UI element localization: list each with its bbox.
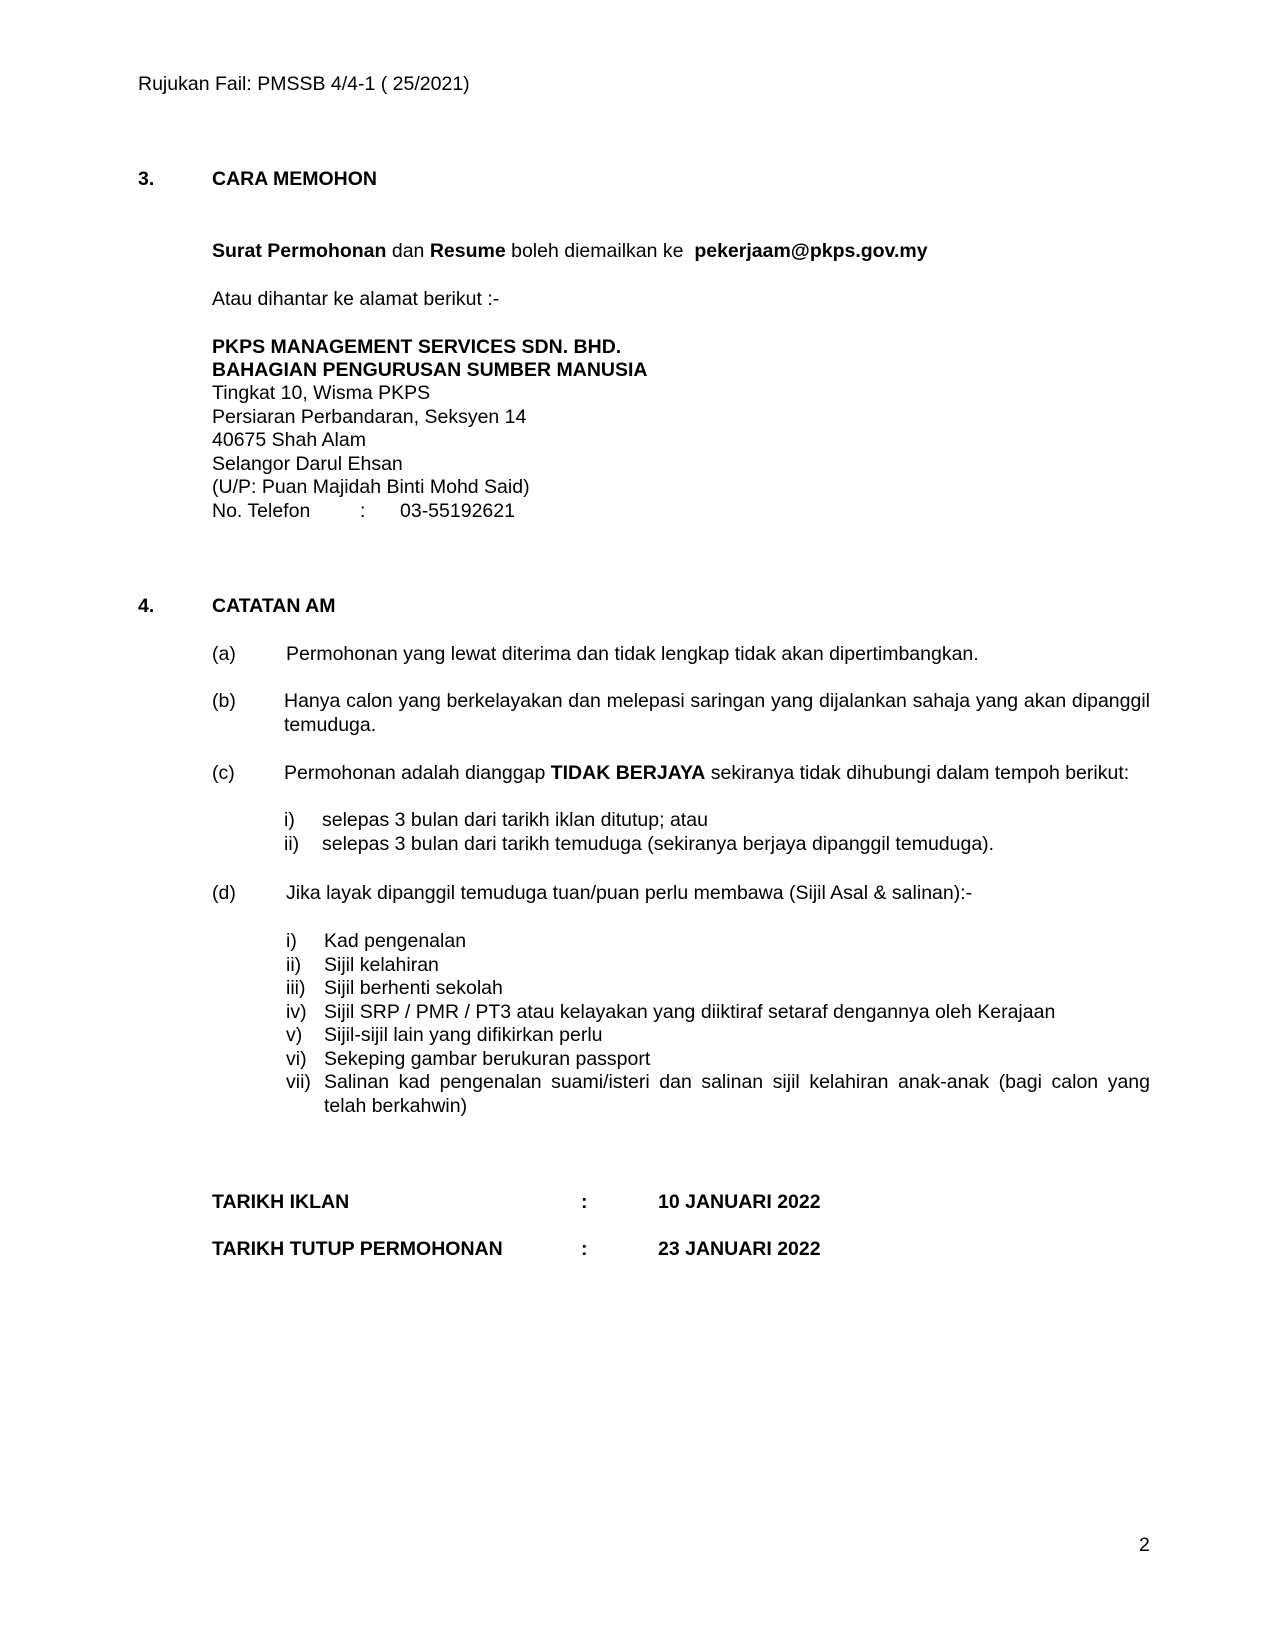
section-4-number: 4. [138,595,155,617]
document-item-text: Sijil-sijil lain yang difikirkan perlu [324,1024,603,1046]
closing-date-label: TARIKH TUTUP PERMOHONAN [212,1238,503,1260]
address-line: (U/P: Puan Majidah Binti Mohd Said) [212,476,530,498]
document-item-number: v) [286,1024,303,1046]
closing-date-value: 23 JANUARI 2022 [658,1238,821,1260]
file-reference: Rujukan Fail: PMSSB 4/4-1 ( 25/2021) [138,73,470,95]
address-department: BAHAGIAN PENGURUSAN SUMBER MANUSIA [212,359,648,381]
note-c-item-number: i) [284,809,295,831]
address-line: Selangor Darul Ehsan [212,453,403,475]
document-item-number: i) [286,930,297,952]
section-4-title: CATATAN AM [212,595,336,617]
document-item-text: Sijil SRP / PMR / PT3 atau kelayakan yang diiktiraf setaraf dengannya oleh Kerajaan [324,1001,1056,1023]
note-c-text [284,762,1150,786]
note-d-text: Jika layak dipanggil temuduga tuan/puan perlu membawa (Sijil Asal & salinan):- [286,882,973,904]
document-item-number: iv) [286,1001,307,1023]
document-item-text: Sijil kelahiran [324,954,439,976]
section-3-title: CARA MEMOHON [212,168,378,190]
note-c-text-before: Permohonan adalah dianggap [284,762,551,784]
note-c-item-text: selepas 3 bulan dari tarikh iklan ditutup; atau [322,809,708,831]
note-c-item-text: selepas 3 bulan dari tarikh temuduga (sekiranya berjaya dipanggil temuduga). [322,833,995,855]
address-company: PKPS MANAGEMENT SERVICES SDN. BHD. [212,336,622,358]
email-instruction-part2: dan [386,240,430,262]
closing-date-separator: : [581,1238,588,1260]
phone-number: 03-55192621 [400,500,515,522]
document-item-number: vi) [286,1048,307,1070]
document-item-number: ii) [286,954,302,976]
note-b-text: Hanya calon yang berkelayakan dan melepasi saringan yang dijalankan sahaja yang akan dipanggil temuduga. [284,690,1150,736]
address-intro: Atau dihantar ke alamat berikut :- [212,288,500,310]
note-b-label: (b) [212,690,236,712]
email-instruction-part4: boleh diemailkan ke [505,240,695,262]
document-item-text: Salinan kad pengenalan suami/isteri dan salinan sijil kelahiran anak-anak (bagi calon yang telah berkahwin) [324,1071,1150,1117]
email-instruction-part1: Surat Permohonan [212,240,387,262]
note-a-text: Permohonan yang lewat diterima dan tidak lengkap tidak akan dipertimbangkan. [286,643,979,665]
advert-date-label: TARIKH IKLAN [212,1191,350,1213]
email-instruction [212,240,928,264]
document-item-number: iii) [286,977,306,999]
document-item-text: Sijil berhenti sekolah [324,977,503,999]
address-line: 40675 Shah Alam [212,429,366,451]
note-a-label: (a) [212,643,236,665]
document-item-text: Kad pengenalan [324,930,467,952]
email-instruction-part3: Resume [429,240,506,262]
note-c-label: (c) [212,762,235,784]
note-c-item-number: ii) [284,833,300,855]
document-item-text: Sekeping gambar berukuran passport [324,1048,651,1070]
note-d-label: (d) [212,882,236,904]
advert-date-value: 10 JANUARI 2022 [658,1191,821,1213]
page-number: 2 [1139,1534,1150,1556]
advert-date-separator: : [581,1191,588,1213]
address-line: Tingkat 10, Wisma PKPS [212,382,431,404]
document-item-number: vii) [286,1071,311,1093]
email-address: pekerjaam@pkps.gov.my [694,240,928,262]
phone-separator: : [360,500,366,522]
address-line: Persiaran Perbandaran, Seksyen 14 [212,406,527,428]
phone-label: No. Telefon [212,500,311,522]
note-c-text-after: sekiranya tidak dihubungi dalam tempoh berikut: [705,762,1130,784]
note-c-emphasis: TIDAK BERJAYA [550,762,706,784]
section-3-number: 3. [138,168,155,190]
